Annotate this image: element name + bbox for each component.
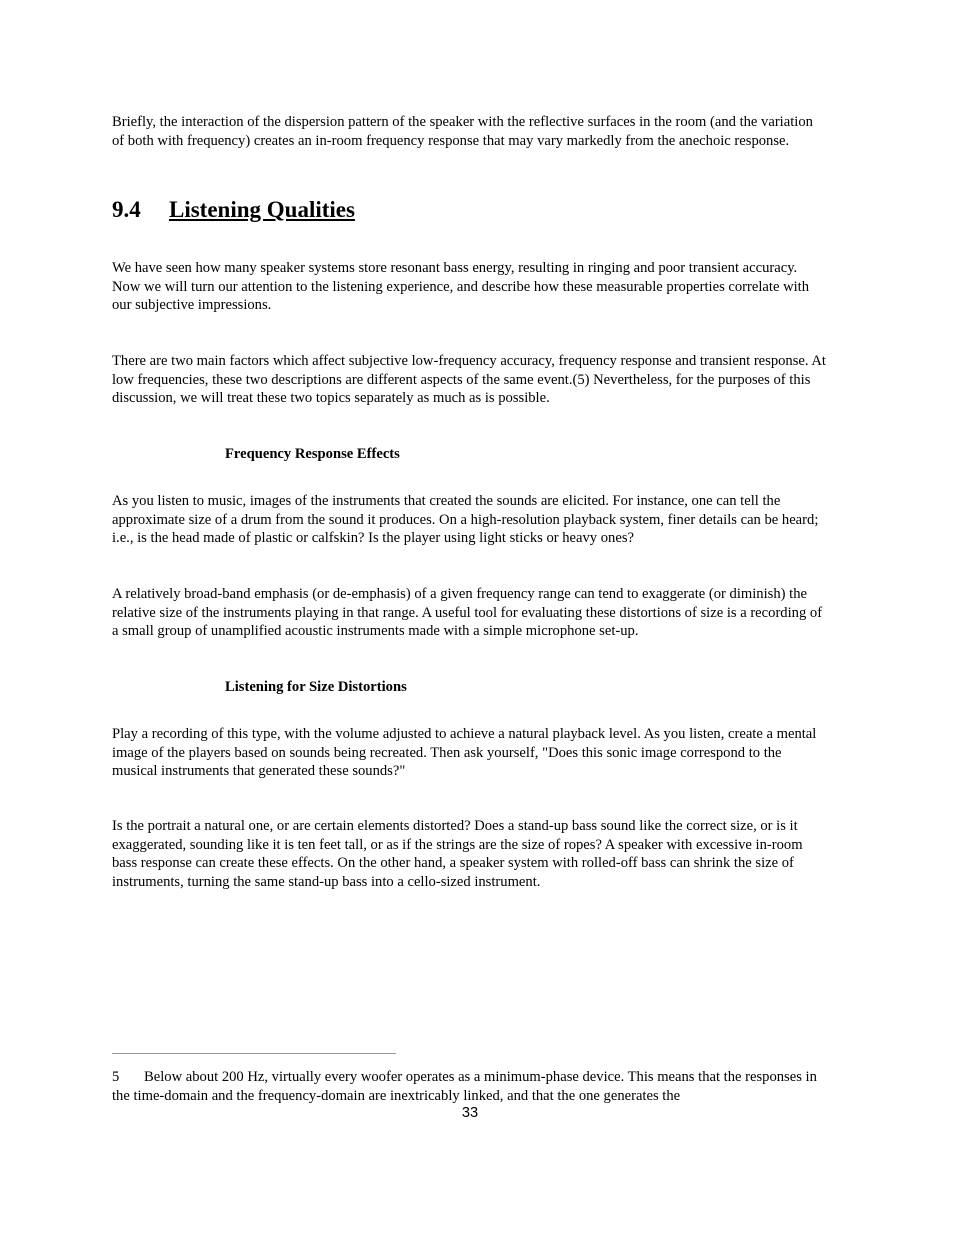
paragraph-instrument-images: As you listen to music, images of the instruments that created the sounds are elicited. For instance, one can tell the approximate size of a drum from the sound it produces. On a high-resolution playback system, finer details can be heard; i.e., is the head made of plastic or calfskin? Is the player using light sticks or heavy ones?: [112, 493, 819, 546]
subheading-size-distortions: Listening for Size Distortions: [225, 679, 407, 695]
footnote-separator: [112, 1053, 396, 1054]
paragraph-broadband-emphasis: A relatively broad-band emphasis (or de-emphasis) of a given frequency range can tend to exaggerate (or diminish) the relative size of the instruments playing in that range. A useful tool for evaluating these distortions of size is a recording of a small group of unamplified acoustic instruments made with a simple microphone set-up.: [112, 586, 823, 639]
paragraph-main-factors: There are two main factors which affect subjective low-frequency accuracy, frequency response and transient response. At low frequencies, these two descriptions are different aspects of the same event.(5) Nevertheless, for the purposes of this discussion, we will treat these two topics separately as much as is possible.: [112, 353, 826, 406]
paragraph-stored-energy: We have seen how many speaker systems store resonant bass energy, resulting in ringing and poor transient accuracy. Now we will turn our attention to the listening experience, and describe how these measurable properties correlate with our subjective impressions.: [112, 260, 810, 313]
section-number: 9.4: [112, 197, 141, 222]
subheading-frequency-response: Frequency Response Effects: [225, 446, 400, 462]
footnote-number: 5: [112, 1069, 120, 1085]
paragraph-play-recording: Play a recording of this type, with the volume adjusted to achieve a natural playback level. As you listen, create a mental image of the players based on sounds being recreated. Then ask yourself, "Does this sonic image correspond to the musical instruments that generated these sounds?": [112, 726, 817, 779]
footnote-text: Below about 200 Hz, virtually every woofer operates as a minimum-phase device. This means that the responses in the time-domain and the frequency-domain are inextricably linked, and that the one generates the: [112, 1069, 817, 1104]
intro-paragraph: Briefly, the interaction of the dispersion pattern of the speaker with the reflective surfaces in the room (and the variation of both with frequency) creates an in-room frequency response that may vary markedly from the anechoic response.: [112, 114, 813, 149]
footnote: [112, 1068, 828, 1105]
section-title: Listening Qualities: [169, 197, 355, 222]
paragraph-portrait: Is the portrait a natural one, or are certain elements distorted? Does a stand-up bass sound like the correct size, or is it exaggerated, sounding like it is ten feet tall, or as if the strings are the size of ropes? A speaker with excessive in-room bass response can create these effects. On the other hand, a speaker system with rolled-off bass can shrink the size of instruments, turning the same stand-up bass into a cello-sized instrument.: [112, 818, 803, 890]
section-heading: [112, 196, 355, 224]
page-number: 33: [461, 1105, 479, 1121]
